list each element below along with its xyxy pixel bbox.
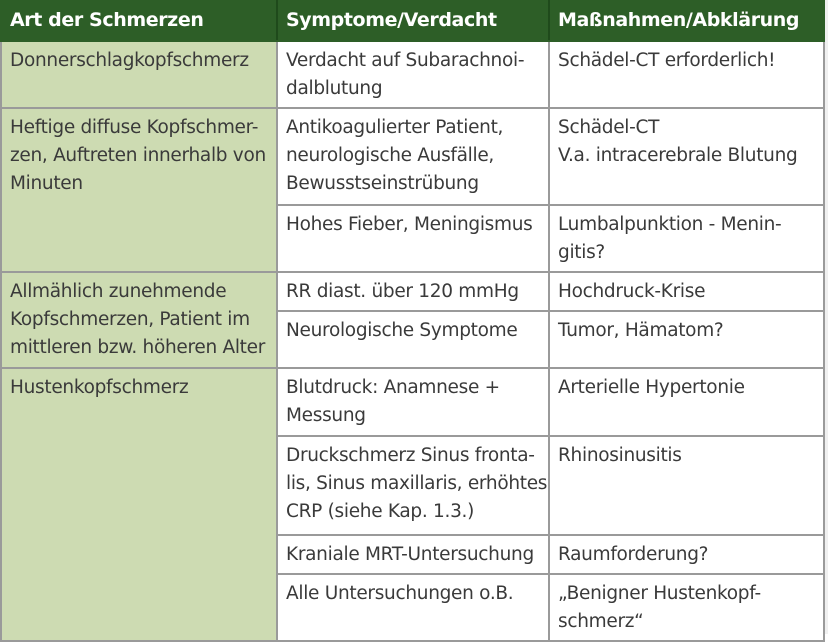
symptoms-text: dalblutung xyxy=(286,78,383,99)
measures-text: Arterielle Hypertonie xyxy=(558,377,745,398)
symptoms-cell xyxy=(277,108,549,205)
measures-cell xyxy=(549,272,824,311)
symptoms-cell xyxy=(277,368,549,436)
cause-text: Kopfschmerzen, Patient im xyxy=(10,309,250,330)
symptoms-cell xyxy=(277,436,549,535)
symptoms-text: neurologische Ausfälle, xyxy=(286,145,495,166)
table-row xyxy=(1,108,824,205)
cause-text: Heftige diffuse Kopfschmer- xyxy=(10,117,259,138)
header-cause: Art der Schmerzen xyxy=(1,1,277,41)
symptoms-text: Druckschmerz Sinus fronta- xyxy=(286,445,535,466)
measures-text: V.a. intracerebrale Blutung xyxy=(558,145,798,166)
cause-text: Allmählich zunehmende xyxy=(10,281,227,302)
measures-text: Rhinosinusitis xyxy=(558,445,682,466)
cause-cell xyxy=(1,41,277,108)
cause-text: Hustenkopfschmerz xyxy=(10,377,189,398)
table-row xyxy=(1,368,824,436)
symptoms-cell xyxy=(277,272,549,311)
symptoms-cell xyxy=(277,574,549,641)
symptoms-text: RR diast. über 120 mmHg xyxy=(286,281,519,302)
table-row xyxy=(1,41,824,108)
measures-cell xyxy=(549,368,824,436)
cause-text: Minuten xyxy=(10,173,83,194)
symptoms-text: Kraniale MRT-Untersuchung xyxy=(286,544,534,565)
symptoms-cell xyxy=(277,41,549,108)
header-symptoms: Symptome/Verdacht xyxy=(277,1,549,41)
measures-text: Schädel-CT erforderlich! xyxy=(558,50,776,71)
symptoms-cell xyxy=(277,535,549,574)
symptoms-text: Hohes Fieber, Meningismus xyxy=(286,214,533,235)
cause-cell xyxy=(1,272,277,368)
cause-text: zen, Auftreten innerhalb von xyxy=(10,145,266,166)
measures-text: Hochdruck-Krise xyxy=(558,281,706,302)
symptoms-text: Antikoagulierter Patient, xyxy=(286,117,504,138)
symptoms-text: Bewusstseinstrübung xyxy=(286,173,479,194)
cause-text: mittleren bzw. höheren Alter xyxy=(10,337,265,358)
measures-text: Raumforderung? xyxy=(558,544,709,565)
header-measures: Maßnahmen/Abklärung xyxy=(549,1,824,41)
measures-cell xyxy=(549,535,824,574)
measures-cell xyxy=(549,436,824,535)
cause-cell xyxy=(1,108,277,272)
cause-text: Donnerschlagkopfschmerz xyxy=(10,50,249,71)
measures-text: Schädel-CT xyxy=(558,117,660,138)
symptoms-text: Alle Untersuchungen o.B. xyxy=(286,583,514,604)
table-header-row xyxy=(1,1,824,41)
measures-text: Lumbalpunktion - Menin- xyxy=(558,214,782,235)
table-row xyxy=(1,272,824,311)
symptoms-text: CRP (siehe Kap. 1.3.) xyxy=(286,501,475,522)
symptoms-text: Verdacht auf Subarachnoi- xyxy=(286,50,525,71)
symptoms-text: lis, Sinus maxillaris, erhöhtes xyxy=(286,473,548,494)
measures-text: Tumor, Hämatom? xyxy=(558,320,724,341)
measures-cell xyxy=(549,108,824,205)
symptoms-cell xyxy=(277,205,549,272)
symptoms-text: Blutdruck: Anamnese + xyxy=(286,377,500,398)
symptoms-text: Neurologische Symptome xyxy=(286,320,518,341)
measures-cell xyxy=(549,311,824,368)
symptoms-cell xyxy=(277,311,549,368)
measures-text: „Benigner Hustenkopf- xyxy=(558,583,761,604)
measures-cell xyxy=(549,574,824,641)
measures-cell xyxy=(549,205,824,272)
symptoms-text: Messung xyxy=(286,405,366,426)
measures-text: schmerz“ xyxy=(558,611,644,632)
measures-cell xyxy=(549,41,824,108)
measures-text: gitis? xyxy=(558,242,605,263)
cause-cell xyxy=(1,368,277,641)
